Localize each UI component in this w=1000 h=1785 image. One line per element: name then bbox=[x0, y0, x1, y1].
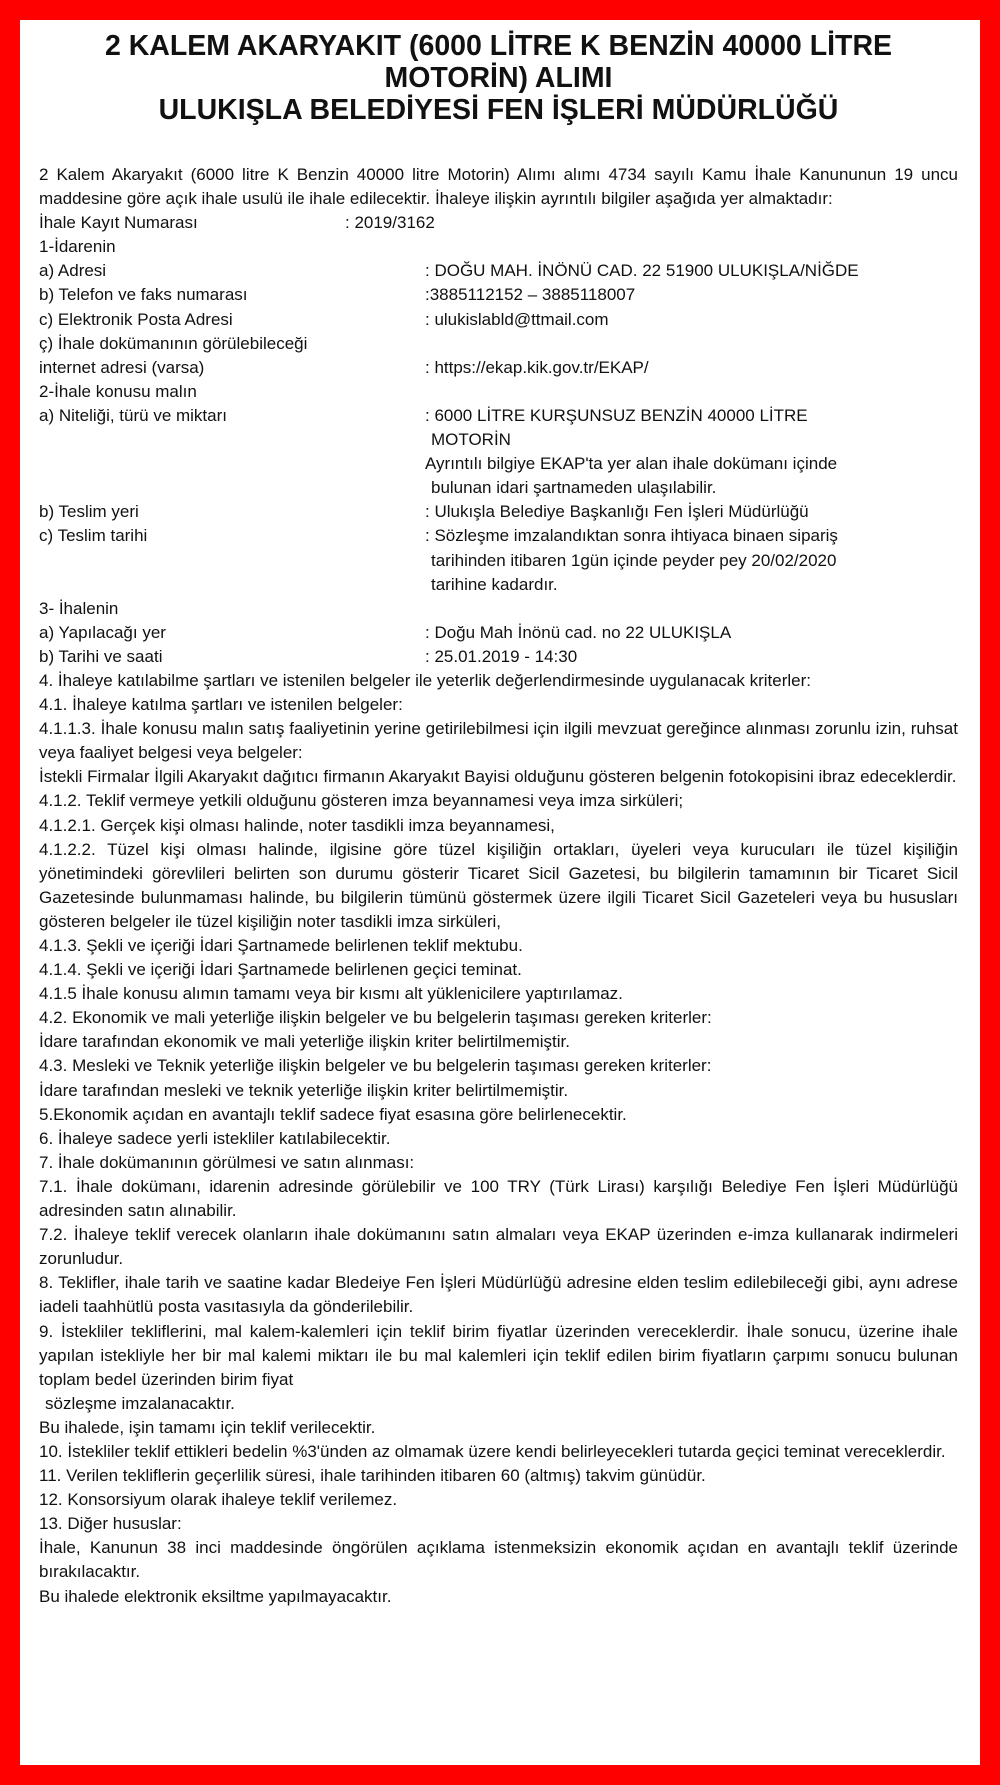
paragraph-5: 5.Ekonomik açıdan en avantajlı teklif sadece fiyat esasına göre belirlenecektir. bbox=[39, 1104, 627, 1124]
nitelik-value-line-1: : 6000 LİTRE KURŞUNSUZ BENZİN 40000 LİTRE bbox=[425, 405, 808, 425]
paragraph-13: 13. Diğer hususlar: bbox=[39, 1514, 182, 1534]
telefon-value: :3885112152 – 3885118007 bbox=[425, 285, 636, 305]
paragraph-12: 12. Konsorsiyum olarak ihaleye teklif verilemez. bbox=[39, 1490, 398, 1510]
teslim-tarihi-line-2: tarihinden itibaren 1gün içinde peyder pey 20/02/2020 bbox=[431, 550, 837, 570]
announcement-body bbox=[39, 163, 958, 1609]
announcement-page bbox=[20, 20, 980, 1765]
teslim-tarihi-value bbox=[425, 524, 958, 596]
eposta-value: : ulukislabld@ttmail.com bbox=[425, 309, 609, 329]
teslim-yeri-row bbox=[39, 500, 958, 524]
adres-value: : DOĞU MAH. İNÖNÜ CAD. 22 51900 ULUKIŞLA/NİĞDE bbox=[425, 261, 859, 281]
paragraph-6: 6. İhaleye sadece yerli istekliler katılabilecektir. bbox=[39, 1128, 391, 1148]
nitelik-row bbox=[39, 404, 958, 500]
teslim-yeri-value: : Ulukışla Belediye Başkanlığı Fen İşleri Müdürlüğü bbox=[425, 502, 809, 522]
teslim-tarihi-line-1: : Sözleşme imzalandıktan sonra ihtiyaca binaen sipariş bbox=[425, 526, 838, 546]
internet-label: internet adresi (varsa) bbox=[39, 357, 205, 377]
paragraph-4-3-b: İdare tarafından mesleki ve teknik yeterliğe ilişkin kriter belirtilmemiştir. bbox=[39, 1080, 569, 1100]
teslim-yeri-label: b) Teslim yeri bbox=[39, 502, 139, 522]
paragraph-9: 9. İstekliler tekliflerini, mal kalem-kalemleri için teklif birim fiyatlar üzerinden vereceklerdir. İhale sonucu, üzerine ihale yapılan istekliyle her bir mal kalemi miktarı ile bu mal kalemleri için teklif edilen birim fiyatların çarpımı sonucu bulunan toplam bedel üzerinden birim fiyat bbox=[39, 1321, 958, 1389]
adres-label: a) Adresi bbox=[39, 261, 107, 281]
section-2-heading: 2-İhale konusu malın bbox=[39, 381, 197, 401]
paragraph-4-1-2-1: 4.1.2.1. Gerçek kişi olması halinde, noter tasdikli imza beyannamesi, bbox=[39, 815, 555, 835]
paragraph-13-1: İhale, Kanunun 38 inci maddesinde öngörülen açıklama istenmeksizin ekonomik açıdan en avantajlı teklif üzerinde bırakılacaktır. bbox=[39, 1538, 958, 1582]
title-line-1: 2 KALEM AKARYAKIT (6000 LİTRE K BENZİN 40000 LİTRE bbox=[104, 30, 893, 62]
eposta-row bbox=[39, 308, 958, 332]
paragraph-11: 11. Verilen tekliflerin geçerlilik süresi, ihale tarihinden itibaren 60 (altmış) takvim günüdür. bbox=[39, 1466, 706, 1486]
paragraph-istekli: İstekli Firmalar İlgili Akaryakıt dağıtıcı firmanın Akaryakıt Bayisi olduğunu gösteren belgenin fotokopisini ibraz edeceklerdir. bbox=[39, 767, 957, 787]
paragraph-4: 4. İhaleye katılabilme şartları ve istenilen belgeler ile yeterlik değerlendirmesinde uygulanacak kriterler: bbox=[39, 670, 811, 690]
ihale-yer-label: a) Yapılacağı yer bbox=[39, 622, 166, 642]
paragraph-4-1: 4.1. İhaleye katılma şartları ve istenilen belgeler: bbox=[39, 695, 403, 715]
ihale-tarih-row bbox=[39, 645, 958, 669]
teslim-tarihi-label: c) Teslim tarihi bbox=[39, 526, 148, 546]
adres-row bbox=[39, 259, 958, 283]
paragraph-7: 7. İhale dokümanının görülmesi ve satın alınması: bbox=[39, 1152, 415, 1172]
title-line-3: ULUKIŞLA BELEDİYESİ FEN İŞLERİ MÜDÜRLÜĞÜ bbox=[158, 94, 839, 126]
paragraph-7-1: 7.1. İhale dokümanı, idarenin adresinde görülebilir ve 100 TRY (Türk Lirası) karşılığı Belediye Fen İşleri Müdürlüğü adresinden satın alınabilir. bbox=[39, 1176, 958, 1221]
announcement-title bbox=[39, 30, 958, 126]
paragraph-4-1-1-3: 4.1.1.3. İhale konusu malın satış faaliyetinin yerine getirilebilmesi için ilgili mevzuat gereğince alınması zorunlu izin, ruhsat veya faaliyet belgesi veya belgeler: bbox=[39, 719, 958, 763]
teslim-tarihi-line-3: tarihine kadardır. bbox=[431, 574, 558, 594]
kayit-label: İhale Kayıt Numarası bbox=[39, 213, 198, 233]
section-3-heading: 3- İhalenin bbox=[39, 598, 119, 618]
intro-paragraph: 2 Kalem Akaryakıt (6000 litre K Benzin 40000 litre Motorin) Alımı alımı 4734 sayılı Kamu İhale Kanununun 19 uncu maddesine göre açık ihale usulü ile ihale edilecektir. İhaleye ilişkin ayrıntılı bilgiler aşağıda yer almaktadır: bbox=[39, 165, 958, 209]
paragraph-4-1-2-2: 4.1.2.2. Tüzel kişi olması halinde, ilgisine göre tüzel kişiliğin ortakları, üyeleri veya kurucuları ile tüzel kişiliğin yönetimindeki görevlileri belirten son durumu gösterir Ticaret Sicil Gazetesi, bu bilgilerin tamamının bir Ticaret Sicil Gazetesinde bulunmaması halinde, bu bilgilerin tümünü göstermek üzere ilgili Ticaret Sicil Gazeteleri veya bu hususları gösteren belgeler ile tüzel kişiliğin noter tasdikli imza sirküleri, bbox=[39, 839, 958, 931]
internet-value: : https://ekap.kik.gov.tr/EKAP/ bbox=[425, 357, 649, 377]
ihale-tarih-value: : 25.01.2019 - 14:30 bbox=[425, 646, 578, 666]
ihale-tarih-label: b) Tarihi ve saati bbox=[39, 646, 163, 666]
paragraph-4-3: 4.3. Mesleki ve Teknik yeterliğe ilişkin belgeler ve bu belgelerin taşıması gereken kriterler: bbox=[39, 1056, 712, 1076]
nitelik-value-line-2: MOTORİN bbox=[431, 430, 511, 450]
paragraph-7-2: 7.2. İhaleye teklif verecek olanların ihale dokümanını satın almaları veya EKAP üzerinden e-imza kullanarak indirmeleri zorunludur. bbox=[39, 1225, 958, 1269]
ihale-yer-value: : Doğu Mah İnönü cad. no 22 ULUKIŞLA bbox=[425, 622, 732, 642]
paragraph-8: 8. Teklifler, ihale tarih ve saatine kadar Bledeiye Fen İşleri Müdürlüğü adresine elden teslim edilebileceği gibi, aynı adrese iadeli taahhütlü posta vasıtasıyla da gönderilebilir. bbox=[39, 1273, 958, 1317]
paragraph-4-2: 4.2. Ekonomik ve mali yeterliğe ilişkin belgeler ve bu belgelerin taşıması gereken kriterler: bbox=[39, 1008, 712, 1028]
telefon-label: b) Telefon ve faks numarası bbox=[39, 285, 248, 305]
paragraph-4-1-5: 4.1.5 İhale konusu alımın tamamı veya bir kısmı alt yüklenicilere yaptırılamaz. bbox=[39, 984, 623, 1004]
kayit-row bbox=[39, 211, 958, 235]
paragraph-4-1-2: 4.1.2. Teklif vermeye yetkili olduğunu gösteren imza beyannamesi veya imza sirküleri; bbox=[39, 791, 684, 811]
paragraph-10: 10. İstekliler teklif ettikleri bedelin %3'ünden az olmamak üzere kendi belirleyecekleri tutarda geçici teminat vereceklerdir. bbox=[39, 1441, 946, 1461]
eposta-label: c) Elektronik Posta Adresi bbox=[39, 309, 233, 329]
paragraph-9-c: Bu ihalede, işin tamamı için teklif verilecektir. bbox=[39, 1417, 376, 1437]
paragraph-9-b: sözleşme imzalanacaktır. bbox=[45, 1393, 235, 1413]
paragraph-13-2: Bu ihalede elektronik eksiltme yapılmayacaktır. bbox=[39, 1586, 392, 1606]
title-line-2: MOTORİN) ALIMI bbox=[384, 62, 613, 94]
telefon-row bbox=[39, 283, 958, 307]
teslim-tarihi-row bbox=[39, 524, 958, 596]
ihale-yer-row bbox=[39, 621, 958, 645]
nitelik-value bbox=[425, 404, 958, 500]
internet-label-line-1: ç) İhale dokümanının görülebileceği bbox=[39, 333, 308, 353]
nitelik-label: a) Niteliği, türü ve miktarı bbox=[39, 405, 227, 425]
paragraph-4-2-b: İdare tarafından ekonomik ve mali yeterliğe ilişkin kriter belirtilmemiştir. bbox=[39, 1032, 570, 1052]
nitelik-value-line-3: Ayrıntılı bilgiye EKAP'ta yer alan ihale dokümanı içinde bbox=[425, 454, 838, 474]
internet-row bbox=[39, 356, 958, 380]
section-1-heading: 1-İdarenin bbox=[39, 237, 116, 257]
paragraph-4-1-4: 4.1.4. Şekli ve içeriği İdari Şartnamede belirlenen geçici teminat. bbox=[39, 960, 522, 980]
nitelik-value-line-4: bulunan idari şartnameden ulaşılabilir. bbox=[431, 478, 717, 498]
kayit-value: : 2019/3162 bbox=[345, 213, 435, 233]
paragraph-4-1-3: 4.1.3. Şekli ve içeriği İdari Şartnamede belirlenen teklif mektubu. bbox=[39, 936, 523, 955]
